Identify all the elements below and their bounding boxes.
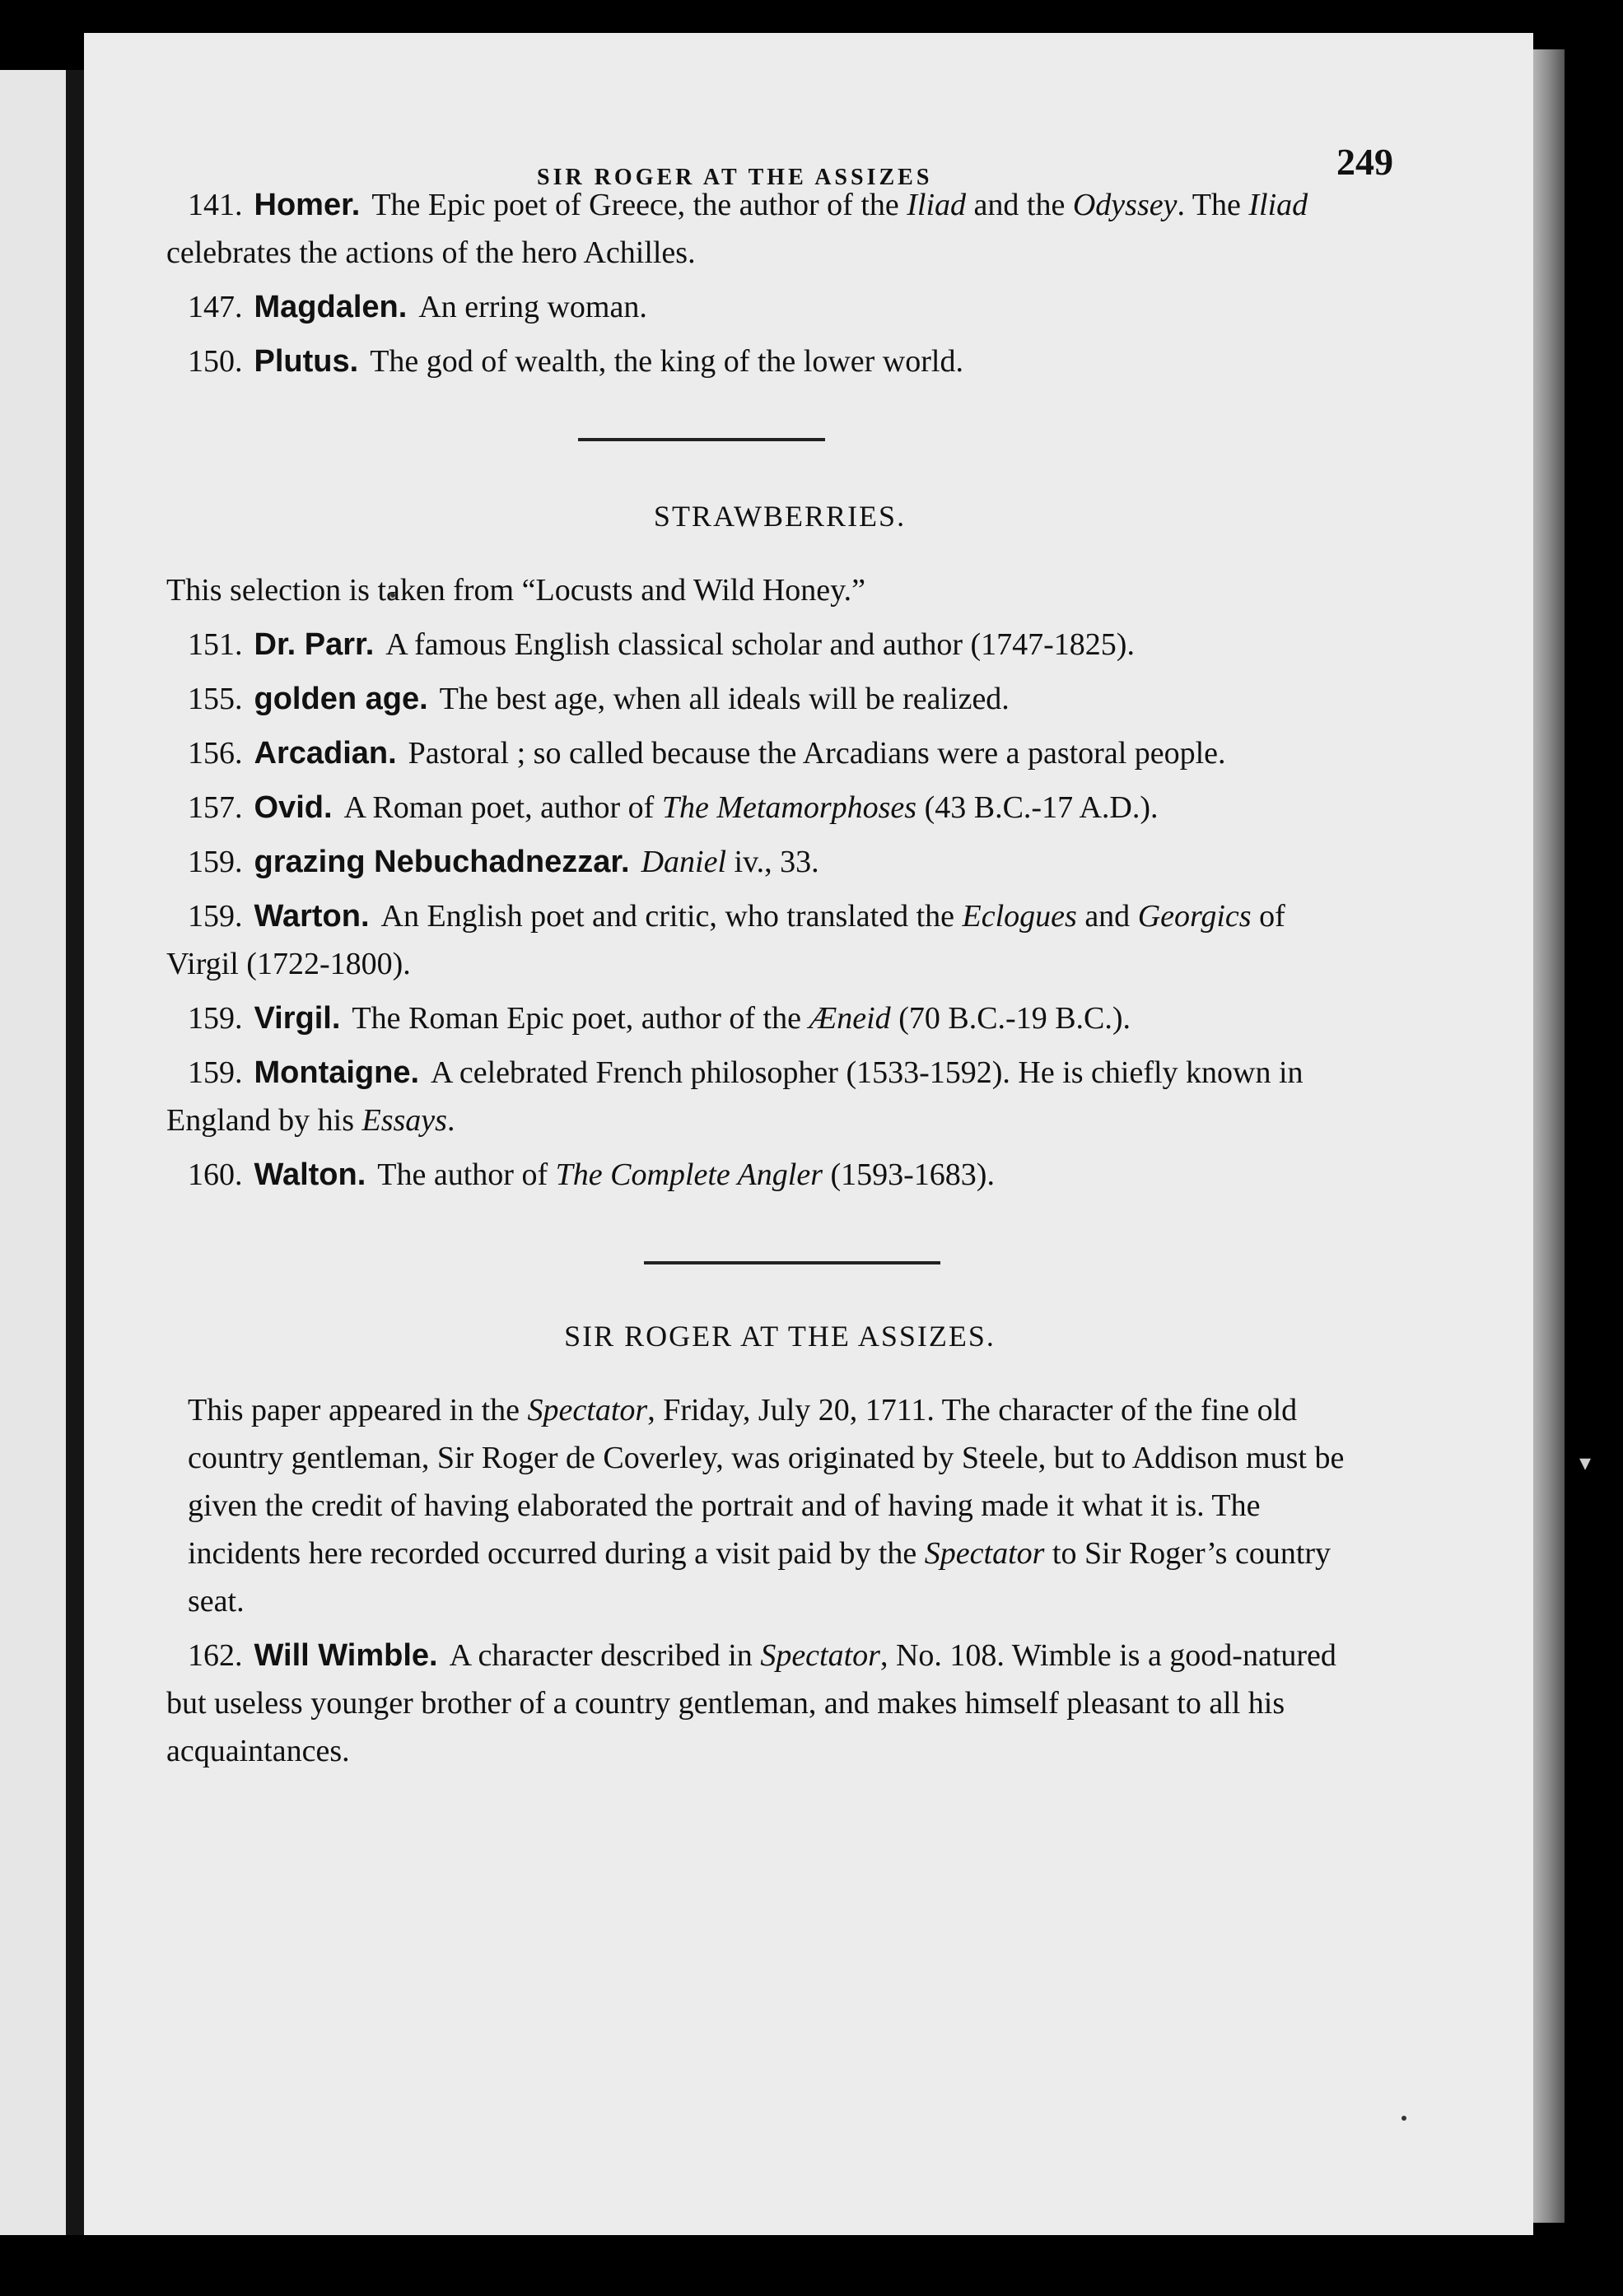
entry-arcadian bbox=[166, 729, 1360, 777]
entry-italic: Iliad bbox=[907, 188, 967, 222]
entry-text: The author of bbox=[377, 1157, 556, 1192]
entry-text: A famous English classical scholar and author (1747-1825). bbox=[385, 627, 1135, 662]
entry-text: . bbox=[446, 1103, 455, 1138]
entry-italic: The Metamorphoses bbox=[661, 790, 917, 825]
entry-text: A Roman poet, author of bbox=[343, 790, 662, 825]
section-title-assizes: SIR ROGER AT THE ASSIZES. bbox=[564, 1320, 996, 1353]
entry-text: The god of wealth, the king of the lower world. bbox=[370, 344, 963, 379]
entry-italic: Daniel bbox=[641, 845, 727, 879]
entry-text: iv., 33. bbox=[726, 845, 819, 879]
entry-number: 151. bbox=[188, 627, 243, 662]
entry-text: (70 B.C.-19 B.C.). bbox=[890, 1001, 1131, 1036]
intro-italic: Spectator bbox=[527, 1393, 648, 1427]
entry-text: An English poet and critic, who translated the bbox=[380, 899, 963, 934]
page-content bbox=[166, 141, 1393, 1781]
entry-term: golden age. bbox=[254, 682, 428, 716]
assizes-intro bbox=[166, 1386, 1360, 1625]
margin-mark: ▾ bbox=[1579, 1449, 1592, 1476]
entry-text: celebrates the actions of the hero Achilles. bbox=[166, 235, 696, 270]
entry-text: Pastoral ; so called because the Arcadians were a pastoral people. bbox=[408, 736, 1226, 771]
entry-text: and the bbox=[966, 188, 1073, 222]
entry-warton bbox=[166, 892, 1360, 988]
entry-ovid bbox=[166, 784, 1360, 831]
entry-italic: Georgics bbox=[1137, 899, 1252, 934]
entry-text: and bbox=[1076, 899, 1138, 934]
entry-term: Ovid. bbox=[254, 790, 333, 825]
entry-text: . The bbox=[1177, 188, 1249, 222]
section-title-strawberries: STRAWBERRIES. bbox=[653, 500, 907, 533]
entry-term: Virgil. bbox=[254, 1001, 341, 1036]
section-divider bbox=[644, 1261, 940, 1264]
entry-golden-age bbox=[166, 675, 1360, 723]
running-head bbox=[166, 99, 1393, 190]
entry-italic: The Complete Angler bbox=[555, 1157, 823, 1192]
entry-italic: Æneid bbox=[809, 1001, 891, 1036]
entry-text: A celebrated French philosopher (1533-1592). He is chiefly known in England by his bbox=[166, 1055, 1304, 1138]
page-number: 249 bbox=[1336, 141, 1393, 183]
entry-will-wimble bbox=[166, 1632, 1360, 1775]
entry-number: 141. bbox=[188, 188, 243, 222]
entry-text: (43 B.C.-17 A.D.). bbox=[916, 790, 1159, 825]
entry-magdalen bbox=[166, 283, 1360, 331]
entry-number: 160. bbox=[188, 1157, 243, 1192]
entry-walton bbox=[166, 1151, 1360, 1199]
entry-italic: Odyssey bbox=[1072, 188, 1178, 222]
entry-text: The best age, when all ideals will be realized. bbox=[439, 682, 1010, 716]
entry-number: 159. bbox=[188, 1055, 243, 1090]
running-title: SIR ROGER AT THE ASSIZES bbox=[537, 165, 933, 190]
book-page bbox=[84, 33, 1533, 2235]
entry-text: An erring woman. bbox=[418, 290, 647, 324]
entry-homer bbox=[166, 181, 1360, 277]
entry-number: 155. bbox=[188, 682, 243, 716]
entry-number: 159. bbox=[188, 845, 243, 879]
entry-term: Homer. bbox=[254, 188, 361, 222]
intro-text: This paper appeared in the bbox=[188, 1393, 528, 1427]
section-divider bbox=[578, 438, 825, 441]
entry-text: The Epic poet of Greece, the author of the bbox=[371, 188, 907, 222]
entry-term: Dr. Parr. bbox=[254, 627, 375, 662]
entry-italic: Iliad bbox=[1248, 188, 1308, 222]
entry-number: 159. bbox=[188, 899, 243, 934]
intro-text: , Friday, July 20, 1711. The character of the fine old country gentleman, Sir Roger de Coverley, was originated by Steele, but to Addison must be given the credit of having elaborated the portrait and of having made it what it is. The incidents here recorded occurred during a visit paid by the bbox=[188, 1393, 1345, 1571]
entry-text: (1593-1683). bbox=[822, 1157, 995, 1192]
strawberries-intro: This selection is taken from “Locusts and Wild Honey.” bbox=[166, 573, 866, 608]
entry-number: 156. bbox=[188, 736, 243, 771]
entry-italic: Eclogues bbox=[962, 899, 1077, 934]
entry-nebuchadnezzar bbox=[166, 838, 1360, 886]
entry-virgil bbox=[166, 994, 1360, 1042]
entry-italic: Essays bbox=[361, 1103, 447, 1138]
entry-number: 150. bbox=[188, 344, 243, 379]
ink-speck bbox=[1401, 2116, 1406, 2121]
book-binding bbox=[66, 70, 84, 2235]
entry-number: 162. bbox=[188, 1638, 243, 1673]
entry-term: Will Wimble. bbox=[254, 1638, 438, 1673]
entry-text: A character described in bbox=[449, 1638, 761, 1673]
entry-number: 147. bbox=[188, 290, 243, 324]
entry-term: Arcadian. bbox=[254, 736, 397, 771]
entry-montaigne bbox=[166, 1049, 1360, 1144]
entry-text: , No. 108. Wimble is a good-natured but useless younger brother of a country gentleman, and makes himself pleasant to all his acquaintances. bbox=[166, 1638, 1336, 1768]
entry-term: Warton. bbox=[254, 899, 370, 934]
entry-number: 159. bbox=[188, 1001, 243, 1036]
left-page-edge bbox=[0, 70, 66, 2235]
entry-text: The Roman Epic poet, author of the bbox=[352, 1001, 809, 1036]
entry-term: Magdalen. bbox=[254, 290, 408, 324]
entry-dr-parr bbox=[166, 621, 1360, 668]
intro-italic: Spectator bbox=[924, 1536, 1045, 1571]
intro-text: to Sir Roger’s country seat. bbox=[188, 1536, 1332, 1618]
entry-italic: Spectator bbox=[760, 1638, 880, 1673]
entry-plutus bbox=[166, 338, 1360, 385]
entry-term: Montaigne. bbox=[254, 1055, 420, 1090]
entry-term: Walton. bbox=[254, 1157, 366, 1192]
entry-term: Plutus. bbox=[254, 344, 359, 379]
entry-term: grazing Nebuchadnezzar. bbox=[254, 845, 630, 879]
entry-text: of Virgil (1722-1800). bbox=[166, 899, 1285, 981]
entry-number: 157. bbox=[188, 790, 243, 825]
